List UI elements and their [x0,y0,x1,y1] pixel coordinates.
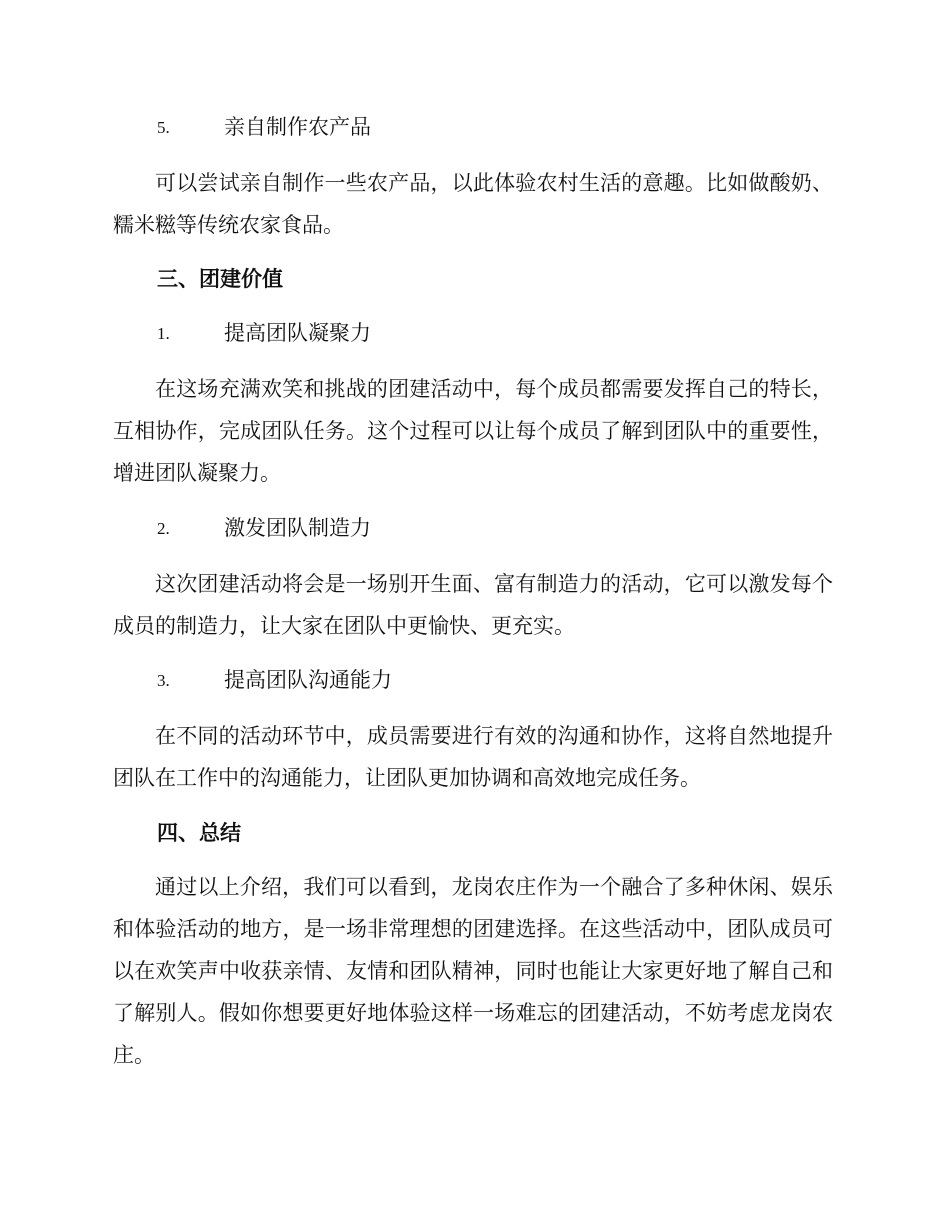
paragraph: 这次团建活动将会是一场别开生面、富有制造力的活动，它可以激发每个成员的制造力，让大家在团队中更愉快、更充实。 [113,572,833,638]
section-heading: 四、总结 [157,820,241,845]
list-item-title: 提高团队凝聚力 [224,321,371,345]
list-item-title: 激发团队制造力 [224,516,371,540]
list-item-title: 提高团队沟通能力 [224,668,392,692]
paragraph: 通过以上介绍，我们可以看到，龙岗农庄作为一个融合了多种休闲、娱乐和体验活动的地方，是一场非常理想的团建选择。在这些活动中，团队成员可以在欢笑声中收获亲情、友情和团队精神，同时也能让大家更好地了解自己和了解别人。假如你想要更好地体验这样一场难忘的团建活动，不妨考虑龙岗农庄。 [113,875,833,1067]
paragraph: 可以尝试亲自制作一些农产品，以此体验农村生活的意趣。比如做酸奶、糯米糍等传统农家食品。 [113,171,833,237]
list-item-number: 5. [157,118,170,137]
list-item-title: 亲自制作农产品 [224,115,371,139]
paragraph: 在这场充满欢笑和挑战的团建活动中，每个成员都需要发挥自己的特长，互相协作，完成团队任务。这个过程可以让每个成员了解到团队中的重要性，增进团队凝聚力。 [113,377,833,485]
list-item-number: 1. [157,324,170,343]
section-heading: 三、团建价值 [157,266,283,291]
list-item-number: 3. [157,671,170,690]
list-item-number: 2. [157,519,170,538]
paragraph: 在不同的活动环节中，成员需要进行有效的沟通和协作，这将自然地提升团队在工作中的沟通能力，让团队更加协调和高效地完成任务。 [113,724,833,790]
